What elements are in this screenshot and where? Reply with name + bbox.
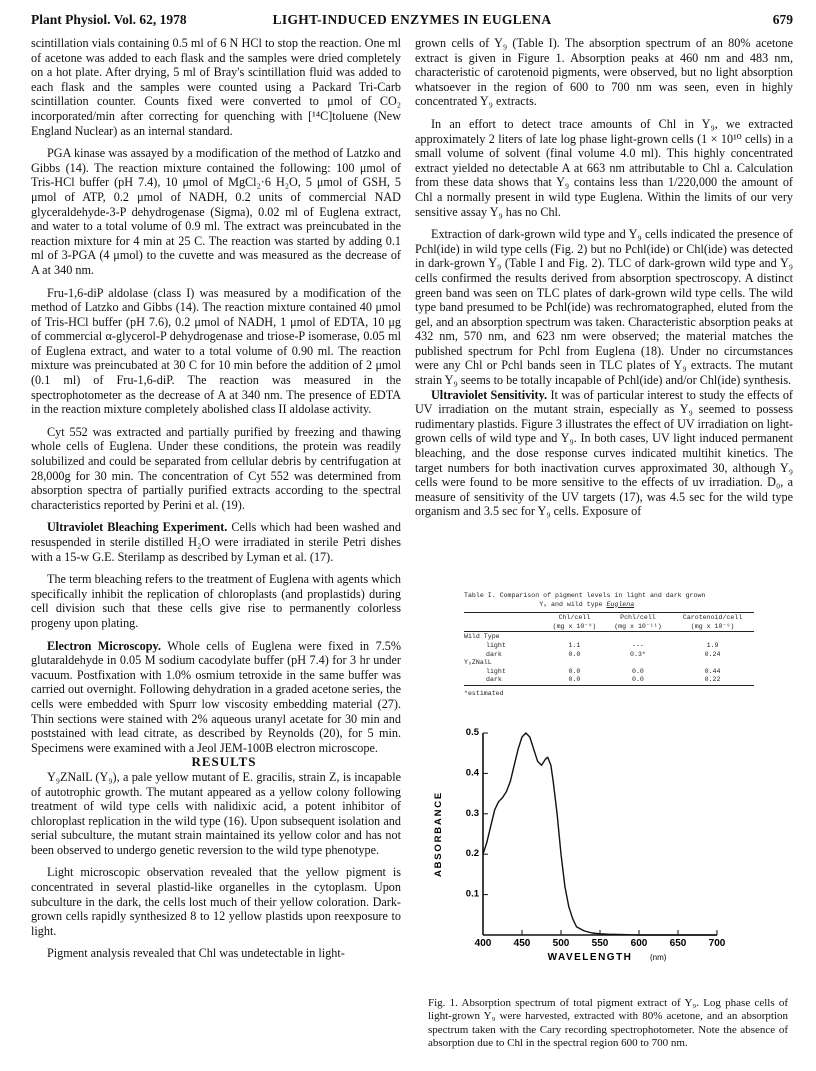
cell-pchl: --- [632, 641, 644, 649]
table-row [464, 668, 754, 677]
table-row [464, 651, 754, 660]
table-group-row [464, 659, 754, 668]
x-tick-label: 550 [591, 938, 609, 949]
figure-label: Fig. 1. [428, 997, 458, 1009]
pigment-table [464, 612, 754, 687]
row-label: light [486, 641, 506, 649]
paragraph-text: Whole cells of Euglena were fixed in 7.5% glutaraldehyde in 0.05 M sodium cacodylate buffer (pH 7.4) for 3 hr under vacuum. Postfixation with 1.0% osmium tetroxide in the same buffer was carried out overnight. Following dehydration in a graded acetone series, the cells were embedded with Spurr low viscosity embedding material (27). Thin sections were stained with 2% aqueous uranyl acetate for 30 min and poststained with lead citrate, as described by Reynolds (20), for 5 min. Specimens were examined with a Jeol JEM-100B electron microscope. [31, 638, 401, 755]
paragraph: Y₉ZNalL (Y₉), a pale yellow mutant of E. gracilis, strain Z, is incapable of autotrophic growth. The mutant appeared as a yellow colony following treatment of wild type cells with nalidixic acid, a potent inhibitor of chloroplast replication in the wild type (16). Upon subsequent isolation and serial subculture, the mutant strain maintained its yellow color and has not been observed to undergo genetic reversion to the wild type phenotype. [31, 769, 401, 857]
absorption-spectrum-chart [415, 725, 793, 965]
cell-carotenoid: 0.22 [704, 676, 721, 684]
table-1 [464, 592, 764, 699]
running-title: LIGHT-INDUCED ENZYMES IN EUGLENA [272, 12, 552, 27]
column-header: Chl/cell [558, 614, 591, 622]
paragraph: Fru-1,6-diP aldolase (class I) was measured by a modification of the method of Latzko and Gibbs (14). The reaction mixture contained 40 μmol of Tris-HCl buffer (pH 7.6), 0.2 μmol of NADH, 1 μmol of EDTA, 10 μg of commercial α-glycerol-P dehydrogenase and triose-P isomerase, 0.05 ml of Euglena extract, and water to a total volume of 0.90 ml. The reaction mixture was preincubated at 30 C for 10 min before the addition of 2 μmol (0.1 ml) of Fru-1,6-diP. The reaction was measured in the spectrophotometer as the decrease of A at 340 nm. The presence of EDTA in the reaction mixture completely abolished class II aldolase activity. [31, 285, 401, 417]
paragraph: The term bleaching refers to the treatment of Euglena with agents which specifically inhibit the replication of chloroplasts (and proplastids) during cell division such that these cells give rise to permanently colorless progeny upon plating. [31, 572, 401, 630]
figure-1 [415, 725, 793, 965]
cell-chl: 0.0 [568, 650, 581, 658]
x-tick-label: 600 [630, 938, 648, 949]
figure-caption-text: Absorption spectrum of total pigment extract of Y₉. Log phase cells of light-grown Y₉ were harvested, extracted with 80% acetone, and an absorption spectrum taken with the Cary recording spectrophotometer. Note the absence of absorption due to Chl in the spectral region 600 to 700 nm. [428, 997, 788, 1050]
cell-carotenoid: 1.9 [706, 641, 719, 649]
y-tick-label: 0.2 [465, 848, 479, 860]
table-header-row [464, 614, 754, 623]
cell-carotenoid: 0.24 [704, 650, 721, 658]
cell-pchl: 0.3* [630, 650, 646, 658]
spectrum-line [483, 733, 717, 935]
column-header: Carotenoid/cell [682, 614, 743, 622]
table-caption-line: Table I. Comparison of pigment levels in light and dark grown [464, 592, 706, 599]
left-column [31, 36, 401, 961]
table-units-row [464, 623, 754, 632]
column-unit: (mg x 10⁻⁸) [552, 622, 597, 630]
table-row [464, 676, 754, 685]
paragraph: PGA kinase was assayed by a modification of the method of Latzko and Gibbs (14). The reaction mixture contained the following: 100 μmol of Tris-HCl buffer (pH 7.4), 10 μmol of MgCl₂·6 H₂O, 5 μmol of GSH, 5 μmol of ATP, 0.2 μmol of NADH, 0.2 units of commercial NAD glyceraldehyde-3-P dehydrogenase (Sigma), 0.02 ml of Euglena extract, and water to a total volume of 0.9 ml. The extract was preincubated in the reaction mixture for 4 min at 25 C. The reaction was started by adding 0.1 ml of 3-PGA (4 μmol) to the cuvette and was measured as the decrease of A at 340 nm. [31, 146, 401, 277]
x-tick-label: 450 [513, 938, 531, 949]
right-column [415, 36, 793, 519]
table-caption-line: Y₉ and wild type Euglena [539, 600, 635, 608]
paragraph: In an effort to detect trace amounts of Chl in Y₉, we extracted approximately 2 liters of late log phase light-grown cells (1 × 10¹⁰ cells) in a small volume of solvent (final volume 4.0 ml). This highly concentrated extract yielded no detectable A at 663 nm attributable to Chl a. Calculation from these data shows that Y₉ contains less than 1/220,000 the amount of Chl a normally present in wild type Euglena. Within the limits of our very sensitive assay Y₉ has no Chl. [415, 116, 793, 219]
page-header [31, 12, 793, 32]
cell-chl: 0.0 [568, 667, 581, 675]
x-axis-label: WAVELENGTH [547, 952, 633, 963]
section-run-in-heading: Ultraviolet Sensitivity. [431, 387, 548, 402]
x-tick-label: 650 [669, 938, 687, 949]
paragraph: Extraction of dark-grown wild type and Y₉ cells indicated the presence of Pchl(ide) in wild type cells (Fig. 2) but no Pchl(ide) or Chl(ide) was detected in dark-grown Y₉ (Table I and Fig. 2). TLC of dark-grown wild type and Y₉ cells confirmed the results derived from absorption spectroscopy. A distinct green band was seen on TLC plates of dark-grown wild type cells. The wild type band presumed to be Pchl(ide) was rechromatographed, eluted from the gel, and an absorption spectrum was taken. Characteristic absorption peaks at 432 nm, 570 nm, and 623 nm were observed; the material matches the published spectrum for Pchl from Euglena (18). Under no circumstances were any Chl or Pchl bands seen in TLC plates of Y₉ extracts. The mutant strain Y₉ seems to be totally incapable of Pchl(ide) and/or Chl(ide) synthesis. [415, 227, 793, 388]
group-label: Y₉ZNalL [464, 659, 492, 667]
paragraph-text: Cells which had been washed and resuspended in sterile distilled H₂O were irradiated in sterile Petri dishes with a 15-w G.E. Sterilamp as described by Lyman et al. (17). [31, 520, 401, 564]
section-run-in-heading: Ultraviolet Bleaching Experiment. [47, 520, 228, 535]
paragraph [31, 639, 401, 756]
y-tick-label: 0.4 [465, 767, 479, 779]
figure-caption [428, 997, 788, 1051]
y-axis-label: ABSORBANCE [433, 790, 444, 878]
paragraph [415, 388, 793, 519]
y-tick-label: 0.5 [465, 727, 479, 738]
journal-citation: Plant Physiol. Vol. 62, 1978 [31, 12, 187, 27]
cell-pchl: 0.0 [632, 667, 644, 675]
results-heading: RESULTS [191, 754, 257, 770]
column-unit: (mg x 10⁻⁹) [690, 622, 735, 630]
table-footnote: *estimated [464, 689, 504, 697]
table-group-row [464, 633, 754, 642]
paragraph: grown cells of Y₉ (Table I). The absorption spectrum of an 80% acetone extract is given in Figure 1. Absorption peaks at 460 nm and 483 nm, characteristic of carotenoid pigments, were observed, but no light absorption whatsoever in the region of 600 to 700 nm was seen, even in highly concentrated Y₉ extracts. [415, 36, 793, 109]
paragraph [31, 520, 401, 564]
table-row [464, 642, 754, 651]
cell-carotenoid: 0.44 [704, 667, 721, 675]
y-tick-label: 0.3 [465, 807, 479, 819]
row-label: dark [486, 650, 502, 658]
x-axis-unit: (nm) [650, 953, 667, 962]
section-run-in-heading: Electron Microscopy. [47, 638, 161, 653]
column-header: Pchl/cell [620, 614, 656, 622]
paragraph: Cyt 552 was extracted and partially purified by freezing and thawing whole cells of Euglena. Under these conditions, the protein was readily solubilized and could be separated from cellular debris by centrifugation at 28,000g for 30 min. The concentration of Cyt 552 was determined from absorption spectra of partially purified extracts according to the spectral characteristics reported by Perini et al. (19). [31, 424, 401, 512]
row-label: dark [486, 676, 502, 684]
group-label: Wild Type [464, 633, 500, 641]
paragraph: Pigment analysis revealed that Chl was undetectable in light- [47, 946, 345, 961]
cell-chl: 0.0 [568, 676, 581, 684]
table-caption [464, 592, 764, 609]
cell-pchl: 0.0 [632, 676, 644, 684]
x-tick-label: 700 [708, 938, 726, 949]
page-number: 679 [772, 12, 793, 27]
column-unit: (mg x 10⁻¹¹) [614, 622, 662, 630]
y-tick-label: 0.1 [465, 888, 479, 900]
paragraph: Light microscopic observation revealed that the yellow pigment is concentrated in several plastid-like organelles in the cytoplasm. Upon subculture in the dark, the cells lost much of their yellow coloration. Dark-grown cells rapidly synthesized 8 to 12 yellow plastids upon reexposure to light. [31, 865, 401, 938]
row-label: light [486, 667, 506, 675]
paragraph-text: It was of particular interest to study the effects of UV irradiation on the mutant strain, especially as Y₉ seemed to possess rudimentary plastids. Figure 3 illustrates the effect of UV irradiation on light-grown cells of wild type and Y₉. In both cases, UV light induced permanent bleaching, and the dose response curves indicated multihit kinetics. The target numbers for both inactivation curves approximated 30, although Y₉ cells were found to be more sensitive to the effects of uv irradiation. D₀, a measure of sensitivity of the UV targets (17), was 4.5 sec for the wild type organism and 3.5 sec for Y₉ cells. Exposure of [415, 387, 793, 519]
paragraph: scintillation vials containing 0.5 ml of 6 N HCl to stop the reaction. One ml of acetone was added to each flask and the samples were dried completely on a hot plate. After drying, 5 ml of Bray's scintillation fluid was added to each flask and the samples were counted using a Packard Tri-Carb scintillation counter. Counts fixed were converted to μmol of CO₂ incorporated/min after correcting for quenching with [¹⁴C]toluene (New England Nuclear) as an internal standard. [31, 36, 401, 138]
x-tick-label: 500 [552, 938, 570, 949]
cell-chl: 1.1 [568, 641, 581, 649]
x-tick-label: 400 [474, 938, 492, 949]
